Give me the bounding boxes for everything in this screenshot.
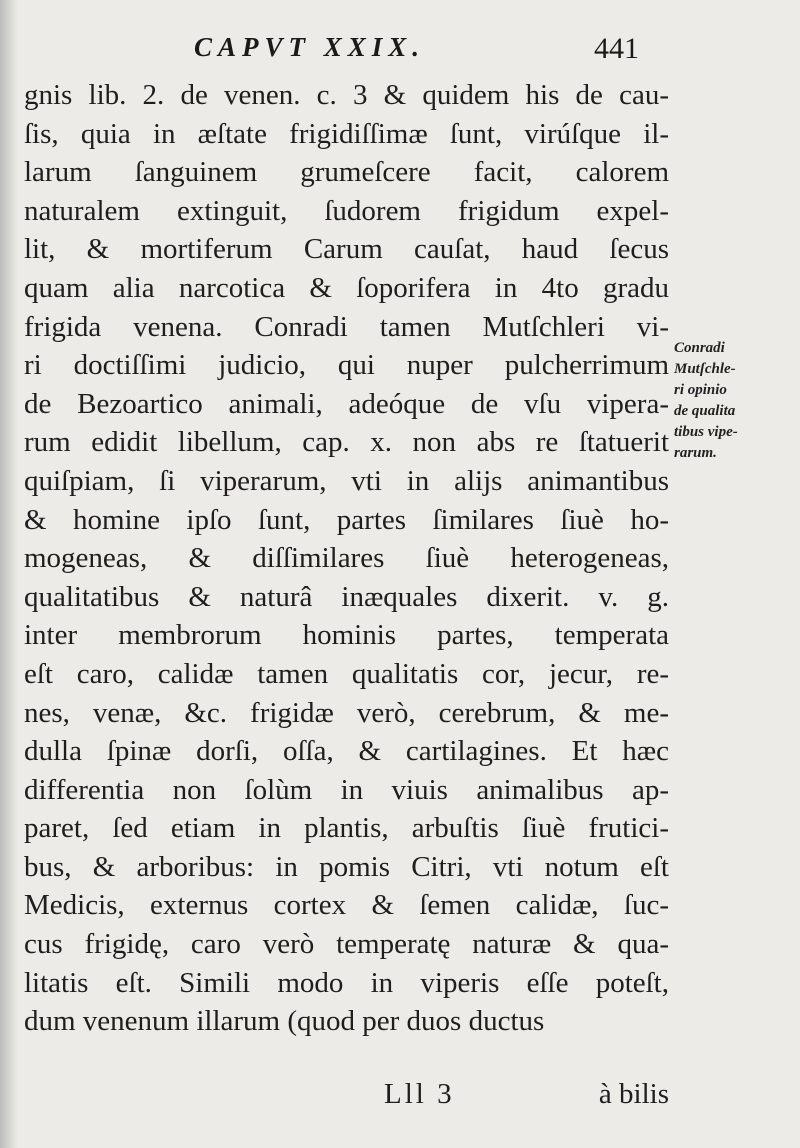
running-head [24,32,664,72]
text-line: larum ſanguinem grumeſcere facit, calorem [24,156,669,189]
text-line: bus, & arboribus: in pomis Citri, vti notum eſt [24,850,669,883]
text-line: dulla ſpinæ dorſi, oſſa, & cartilagines. Et hæc [24,735,669,768]
margin-note-line: Mutſchle- [674,361,736,377]
text-line: qualitatibus & naturâ inæquales dixerit. v. g. [24,580,669,613]
text-line: quiſpiam, ſi viperarum, vti in alijs animantibus [24,464,669,497]
text-line: ri doctiſſimi judicio, qui nuper pulcherrimum [24,349,669,382]
margin-note [674,338,794,464]
catchword: à bilis [598,1078,669,1110]
page-footer [24,1078,669,1118]
margin-note-line: rarum. [674,445,717,461]
text-line: litatis eſt. Simili modo in viperis eſſe poteſt, [24,966,669,999]
text-line: lit, & mortiferum Carum cauſat, haud ſecus [24,233,669,266]
text-line: quam alia narcotica & ſoporifera in 4to gradu [24,271,669,304]
text-line: differentia non ſolùm in viuis animalibus ap- [24,773,669,806]
text-line: dum venenum illarum (quod per duos ductus [24,1005,545,1038]
text-line: & homine ipſo ſunt, partes ſimilares ſiuè ho- [24,503,669,536]
signature-mark: Lll 3 [384,1078,455,1110]
body-text [24,76,669,1041]
text-line: eſt caro, calidæ tamen qualitatis cor, jecur, re- [24,657,669,690]
text-line: frigida venena. Conradi tamen Mutſchleri vi- [24,310,669,343]
margin-note-line: tibus vipe- [674,424,738,440]
margin-note-line: Conradi [674,340,725,356]
margin-note-line: ri opinio [674,382,727,398]
text-line: nes, venæ, &c. frigidæ verò, cerebrum, & me- [24,696,669,729]
text-line: mogeneas, & diſſimilares ſiuè heterogeneas, [24,542,669,575]
text-line: paret, ſed etiam in plantis, arbuſtis ſiuè frutici- [24,812,669,845]
page-number: 441 [594,32,639,65]
text-line: Medicis, externus cortex & ſemen calidæ, ſuc- [24,889,669,922]
text-line: de Bezoartico animali, adeóque de vſu vipera- [24,387,669,420]
text-line: inter membrorum hominis partes, temperata [24,619,669,652]
text-line: ſis, quia in æſtate frigidiſſimæ ſunt, virúſque il- [24,117,669,150]
chapter-title: CAPVT XXIX. [194,32,426,62]
text-line: gnis lib. 2. de venen. c. 3 & quidem his de cau- [24,79,669,111]
text-line: naturalem extinguit, ſudorem frigidum expel- [24,194,669,227]
text-line: rum edidit libellum, cap. x. non abs re ſtatuerit [24,426,669,459]
text-line: cus frigidę, caro verò temperatę naturæ & qua- [24,928,669,961]
margin-note-line: de qualita [674,403,736,419]
